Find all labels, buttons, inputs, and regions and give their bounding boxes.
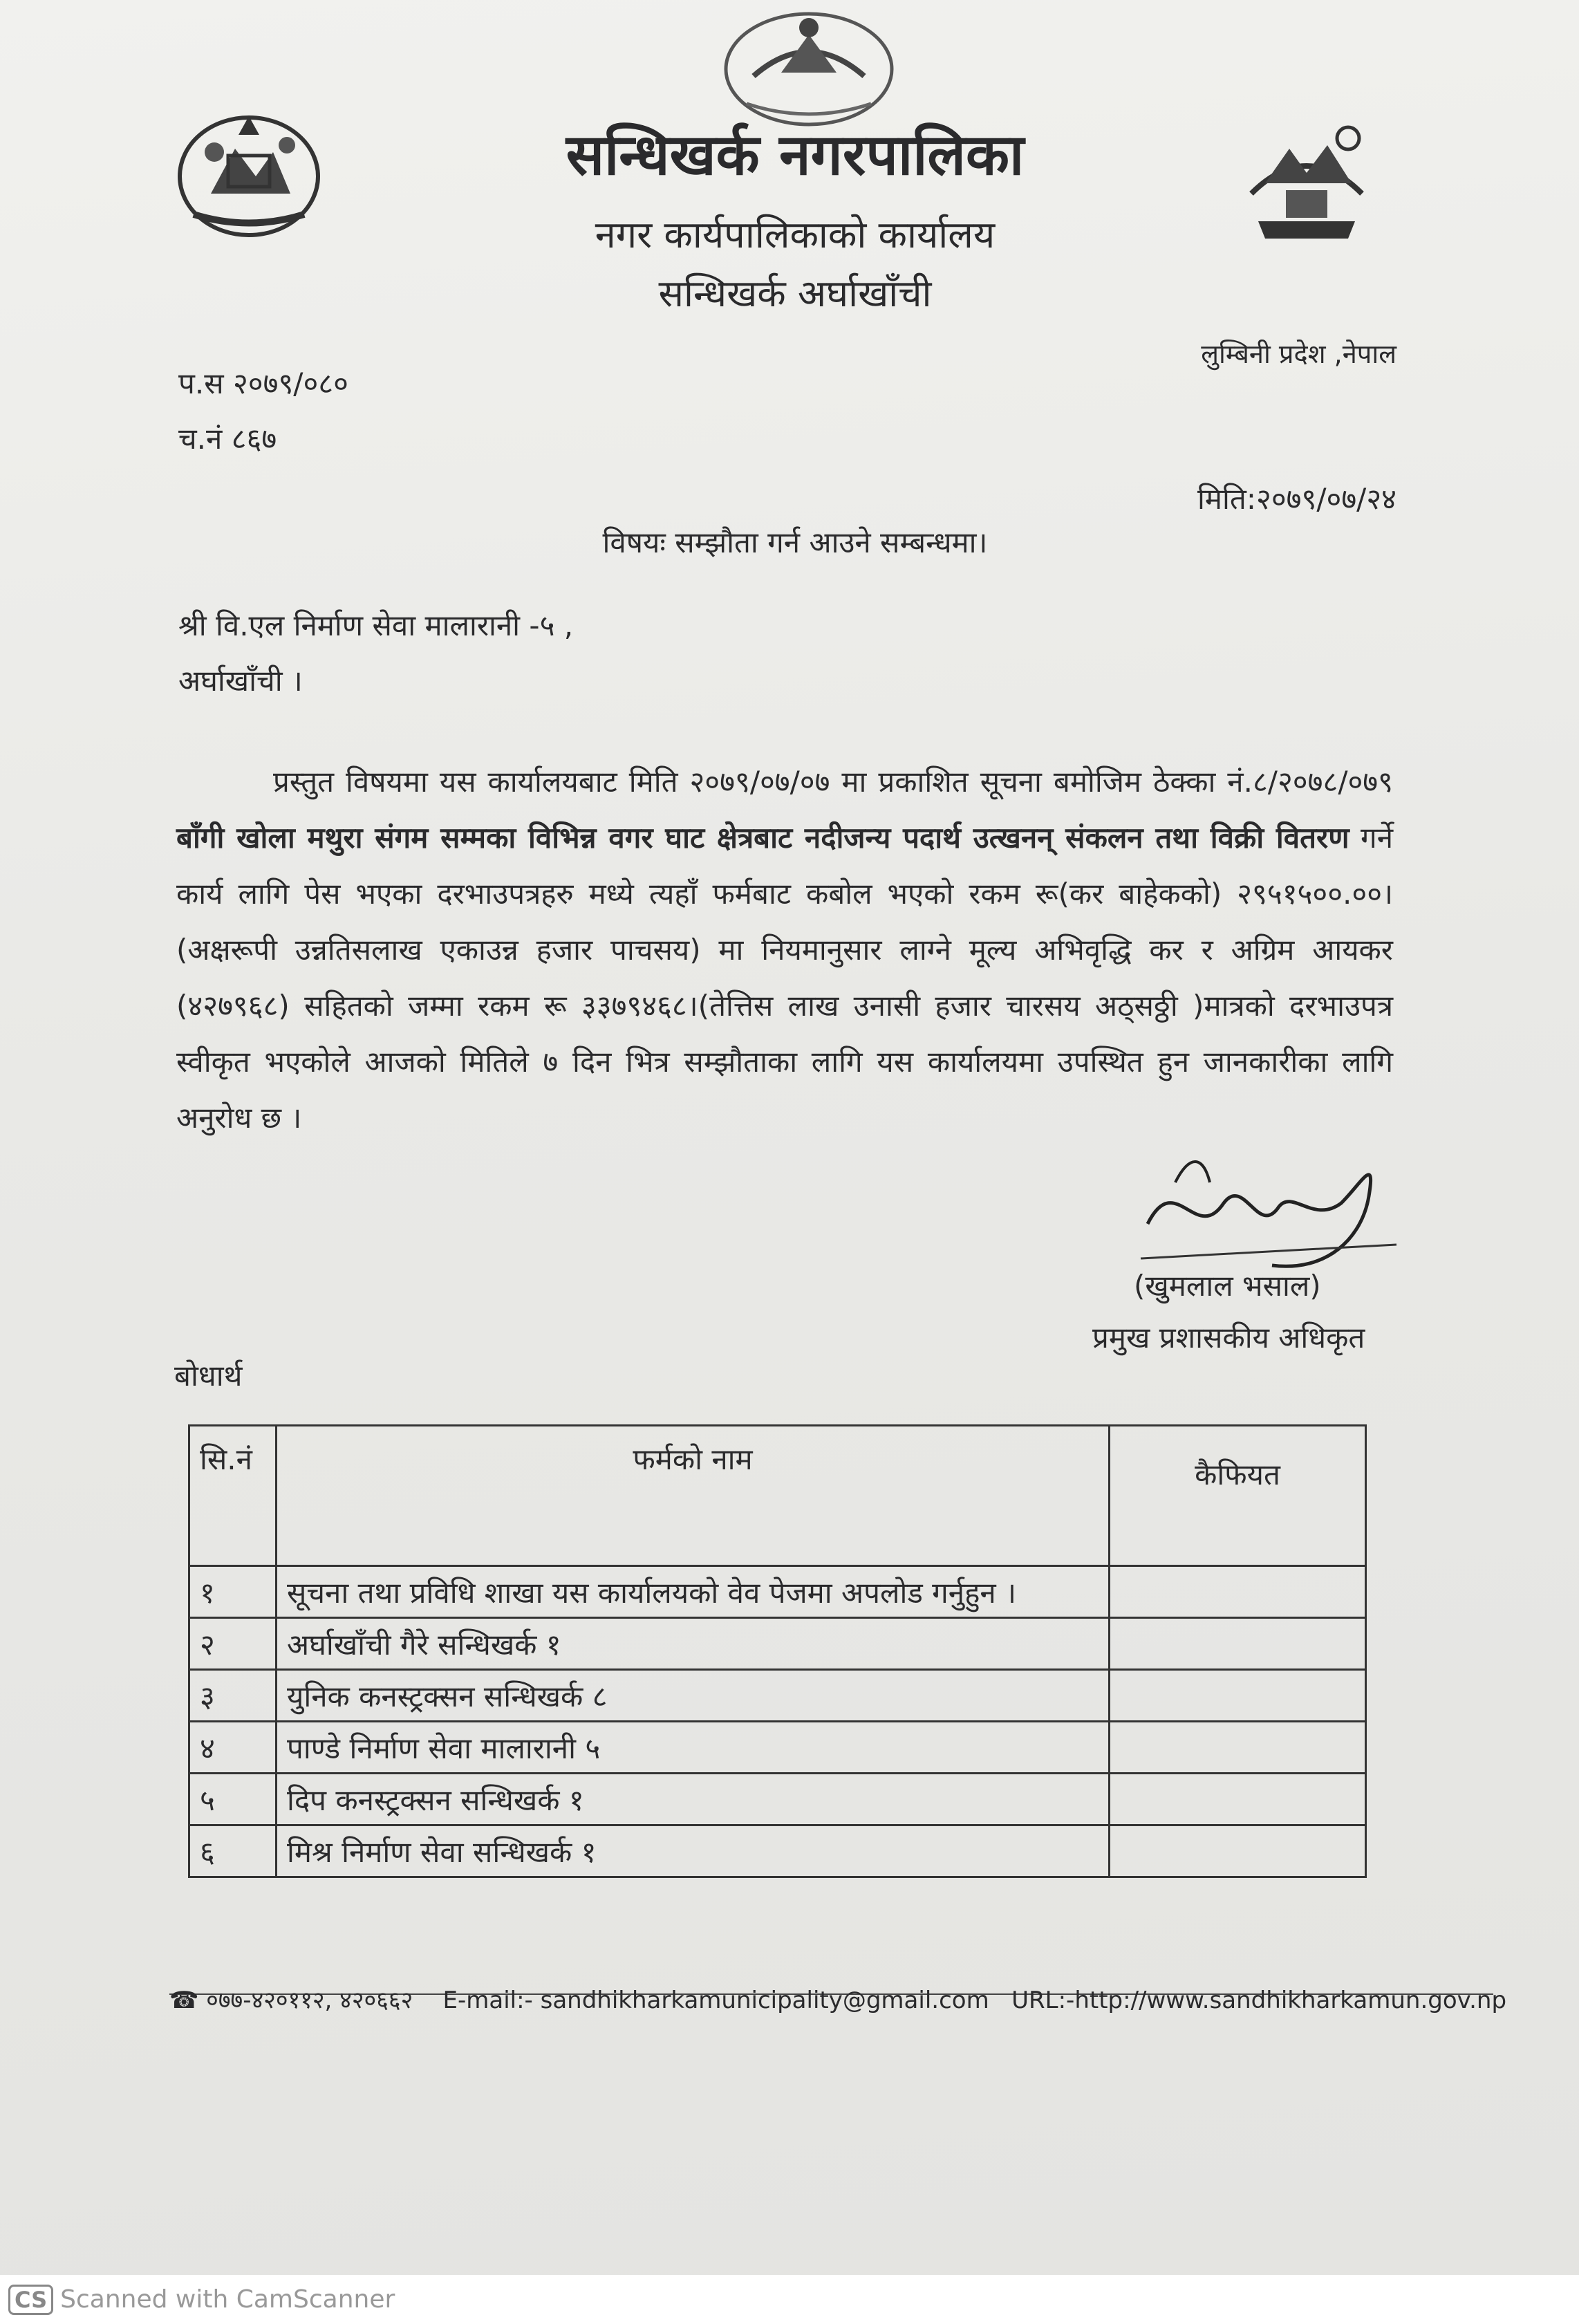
distribution-table <box>188 1424 1367 1878</box>
body-part-2: गर्ने कार्य लागि पेस भएका दरभाउपत्रहरु मध्ये त्यहाँ फर्मबाट कबोल भएको रकम रू(कर बाहेकको) २९५१५००.००।(अक्षरूपी उन्नतिसलाख एकाउन्न हजार पाचसय) मा नियमानुसार लाग्ने मूल्य अभिवृद्धि कर र अग्रिम आयकर (४२७९६८) सहितको जम्मा रकम रू ३३७९४६८।(तेत्तिस लाख उनासी हजार चारसय अठ्सठ्ठी )मात्रको दरभाउपत्र स्वीकृत भएकोले आजको मितिले ७ दिन भित्र सम्झौताका लागि यस कार्यालयमा उपस्थित हुन जानकारीका लागि अनुरोध छ । <box>176 821 1394 1135</box>
letter-body <box>176 754 1393 1146</box>
row-remark <box>1110 1825 1366 1877</box>
phone-icon: ☎ <box>169 1987 199 2014</box>
footer-phone: ०७७-४२०११२, ४२०६६२ <box>206 1987 413 2014</box>
office-address: सन्धिखर्क अर्घाखाँची <box>658 272 932 315</box>
row-serial: ४ <box>189 1722 277 1774</box>
camscanner-logo-icon: CS <box>8 2285 53 2315</box>
row-serial: १ <box>189 1566 277 1618</box>
body-part-1: प्रस्तुत विषयमा यस कार्यालयबाट मिति २०७९/०७/०७ मा प्रकाशित सूचना बमोजिम ठेक्का नं.८/२०७८/०७९ <box>273 765 1393 799</box>
recipient-name: श्री वि.एल निर्माण सेवा मालारानी -५ , <box>178 608 574 642</box>
row-remark <box>1110 1670 1366 1722</box>
scanner-watermark-strip <box>0 2275 1579 2324</box>
footer-contact <box>169 1983 1506 2015</box>
table-row <box>189 1618 1366 1670</box>
header-firm-name: फर्मको नाम <box>277 1426 1110 1566</box>
office-subtitle: नगर कार्यपालिकाको कार्यालय <box>595 213 996 257</box>
letter-date: मिति:२०७९/०७/२४ <box>1197 482 1396 516</box>
footer-url: URL:-http://www.sandhikharkamun.gov.np <box>1011 1987 1507 2014</box>
row-remark <box>1110 1618 1366 1670</box>
body-part-bold: बाँगी खोला मथुरा संगम सम्मका विभिन्न वगर घाट क्षेत्रबाट नदीजन्य पदार्थ उत्खनन् संकलन तथा विक्री वितरण <box>176 821 1349 855</box>
nepal-emblem-logo <box>173 111 325 242</box>
officer-name: (खुमलाल भसाल) <box>1134 1269 1321 1303</box>
header-remarks: कैफियत <box>1110 1426 1366 1566</box>
row-firm: दिप कनस्ट्रक्सन सन्धिखर्क १ <box>277 1774 1110 1825</box>
row-firm: अर्घाखाँची गैरे सन्धिखर्क १ <box>277 1618 1110 1670</box>
table-row <box>189 1670 1366 1722</box>
row-firm: पाण्डे निर्माण सेवा मालारानी ५ <box>277 1722 1110 1774</box>
row-serial: ३ <box>189 1670 277 1722</box>
distribution-label: बोधार्थ <box>174 1359 243 1393</box>
row-serial: ५ <box>189 1774 277 1825</box>
fiscal-year-ref: प.स २०७९/०८० <box>178 366 348 400</box>
header-serial: सि.नं <box>189 1426 277 1566</box>
row-firm: युनिक कनस्ट्रक्सन सन्धिखर्क ८ <box>277 1670 1110 1722</box>
letter-subject: विषयः सम्झौता गर्न आउने सम्बन्धमा। <box>602 526 988 559</box>
dispatch-number: च.नं ८६७ <box>178 422 277 456</box>
row-remark <box>1110 1722 1366 1774</box>
officer-designation: प्रमुख प्रशासकीय अधिकृत <box>1092 1321 1365 1355</box>
footer-email: E-mail:- sandhikharkamunicipality@gmail.com <box>442 1987 989 2014</box>
row-firm: मिश्र निर्माण सेवा सन्धिखर्क १ <box>277 1825 1110 1877</box>
recipient-location: अर्घाखाँची । <box>178 664 303 698</box>
table-header-row <box>189 1426 1366 1566</box>
office-title: सन्धिखर्क नगरपालिका <box>566 122 1025 188</box>
province-label: लुम्बिनी प्रदेश ,नेपाल <box>1201 339 1396 369</box>
table-row <box>189 1774 1366 1825</box>
row-remark <box>1110 1774 1366 1825</box>
table-row <box>189 1825 1366 1877</box>
row-firm: सूचना तथा प्रविधि शाखा यस कार्यालयको वेव पेजमा अपलोड गर्नुहुन । <box>277 1566 1110 1618</box>
municipality-logo <box>1237 118 1376 242</box>
row-remark <box>1110 1566 1366 1618</box>
row-serial: २ <box>189 1618 277 1670</box>
watermark-text: Scanned with CamScanner <box>60 2285 395 2314</box>
table-row <box>189 1566 1366 1618</box>
national-emblem-seal <box>719 7 899 128</box>
row-serial: ६ <box>189 1825 277 1877</box>
table-row <box>189 1722 1366 1774</box>
